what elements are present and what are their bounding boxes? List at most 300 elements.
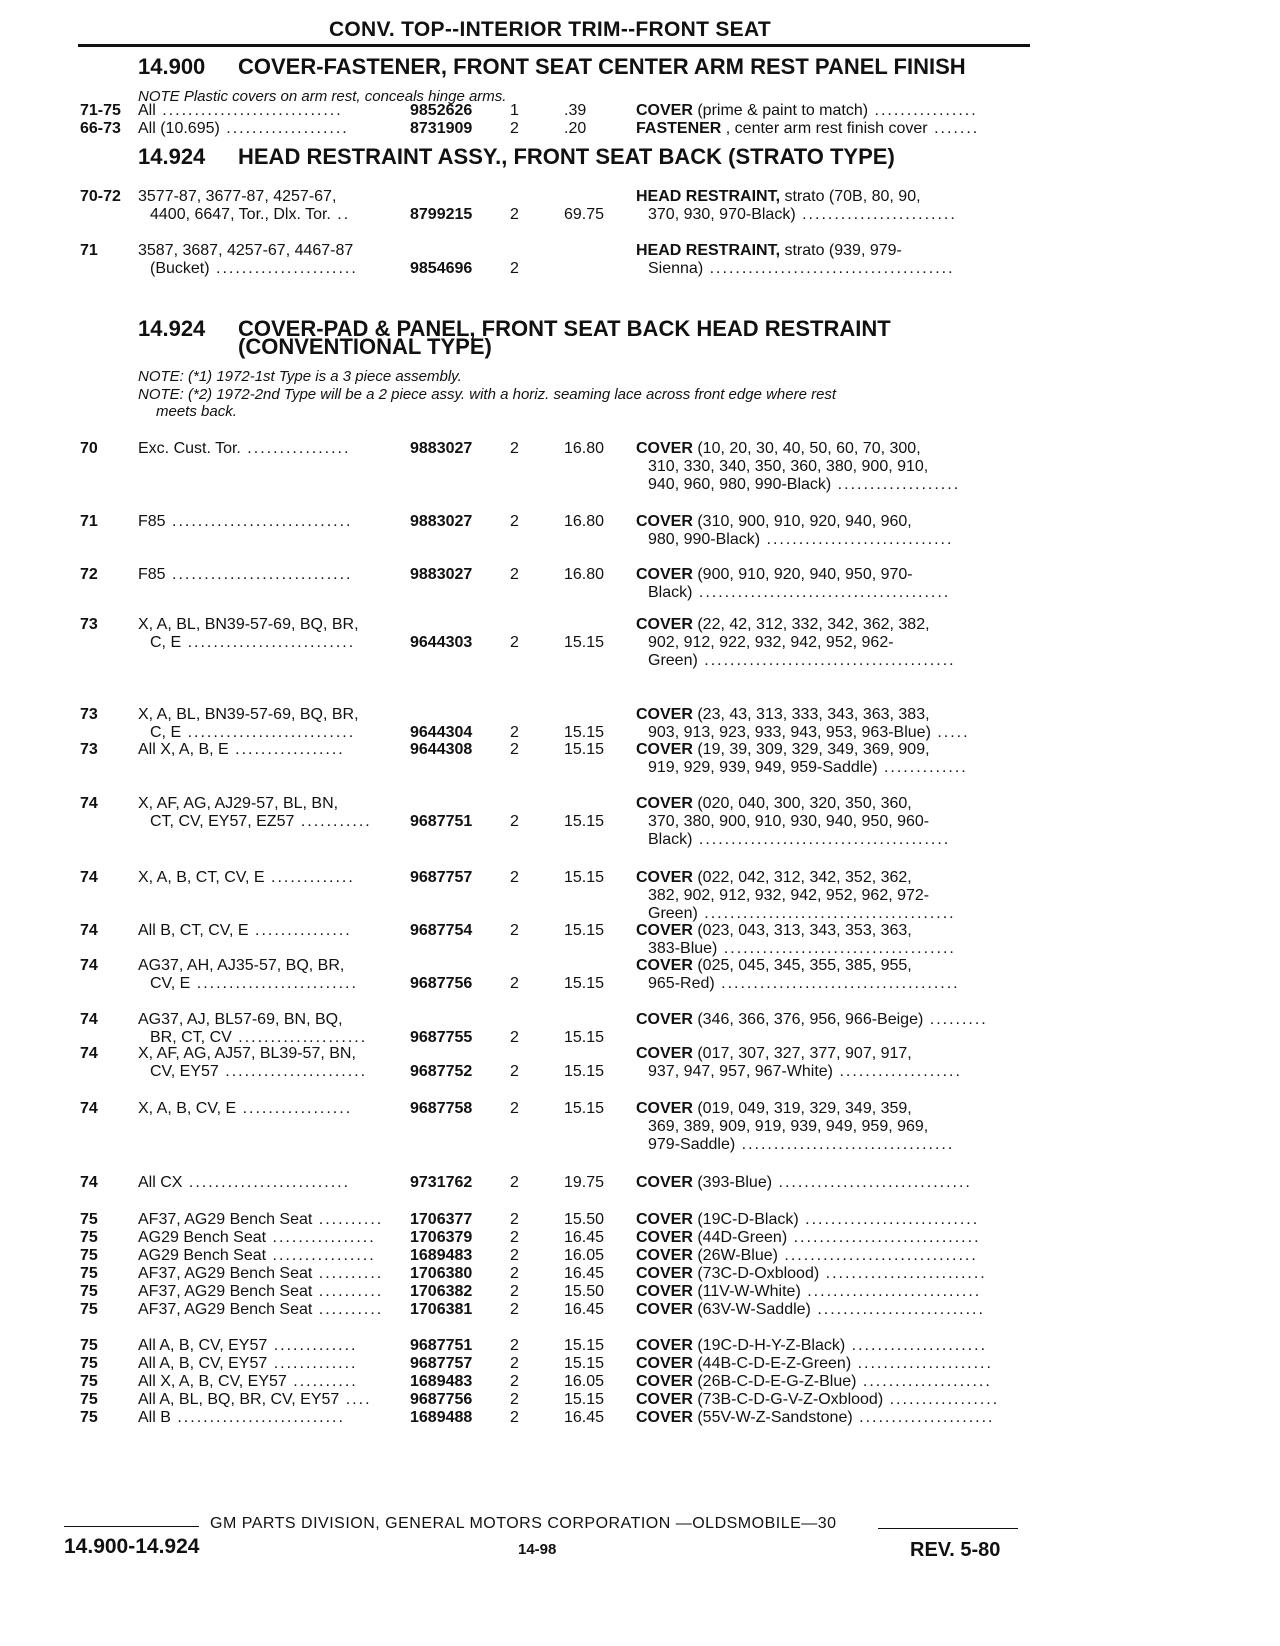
dot-leader: ....................................... [697, 905, 956, 922]
model-years: 72 [80, 566, 98, 583]
list-price: 16.80 [564, 440, 605, 457]
quantity: 2 [510, 1229, 519, 1246]
description [636, 1211, 979, 1229]
application [138, 795, 338, 813]
footer-publisher: GM PARTS DIVISION, GENERAL MOTORS CORPORATION —OLDSMOBILE—30 [210, 1515, 837, 1532]
part-row [0, 242, 1280, 278]
dot-leader: .......................... [181, 724, 356, 741]
description-keyword: COVER [636, 1247, 693, 1264]
application-text: AF37, AG29 Bench Seat [138, 1265, 313, 1282]
application-text: X, A, B, CT, CV, E [138, 869, 265, 886]
model-years: 74 [80, 869, 98, 886]
dot-leader: ............................. [760, 531, 954, 548]
quantity: 2 [510, 724, 519, 741]
section-note: meets back. [156, 403, 237, 420]
application-text: AF37, AG29 Bench Seat [138, 1301, 313, 1318]
description-keyword: COVER [636, 1011, 693, 1028]
footer-section-range: 14.900-14.924 [64, 1535, 200, 1558]
model-years: 71 [80, 513, 98, 530]
description-keyword: COVER [636, 1229, 693, 1246]
description-keyword: FASTENER [636, 120, 722, 137]
dot-leader: ......... [923, 1011, 988, 1028]
application [150, 724, 355, 742]
dot-leader: ................. [228, 741, 345, 758]
part-number: 9687757 [410, 1355, 473, 1372]
quantity: 2 [510, 513, 519, 530]
description-keyword: HEAD RESTRAINT, [636, 242, 781, 259]
description-text: Black) [648, 831, 693, 848]
application-text: All [138, 102, 156, 119]
dot-leader: ........................ [795, 206, 957, 223]
part-number: 9644303 [410, 634, 473, 651]
dot-leader: ................ [266, 1247, 376, 1264]
description-keyword: COVER [636, 1265, 693, 1282]
dot-leader: .............................. [772, 1174, 972, 1191]
description [636, 566, 913, 584]
dot-leader: ......................... [182, 1174, 351, 1191]
description-text: , center arm rest finish cover [721, 120, 928, 137]
description-text: (900, 910, 920, 940, 950, 970- [692, 566, 913, 583]
section-note: NOTE: (*2) 1972-2nd Type will be a 2 piece assy. with a horiz. seaming lace across front edge where rest [138, 386, 837, 403]
model-years: 74 [80, 1100, 98, 1117]
application-text: F85 [138, 566, 166, 583]
part-number: 1689483 [410, 1373, 473, 1390]
description [636, 1391, 999, 1409]
dot-leader: .. [330, 206, 351, 223]
model-years: 73 [80, 616, 98, 633]
application [138, 120, 349, 138]
list-price: 15.15 [564, 1063, 605, 1080]
part-number: 9644308 [410, 741, 473, 758]
model-years: 75 [80, 1247, 98, 1264]
dot-leader: .................................... [717, 940, 956, 957]
model-years: 70-72 [80, 188, 121, 205]
model-years: 71 [80, 242, 98, 259]
description [648, 975, 960, 993]
model-years: 75 [80, 1391, 98, 1408]
description-keyword: COVER [636, 1391, 693, 1408]
part-row [0, 1045, 1280, 1081]
section-title: HEAD RESTRAINT ASSY., FRONT SEAT BACK (STRATO TYPE) [238, 144, 895, 169]
description [636, 102, 978, 120]
model-years: 75 [80, 1211, 98, 1228]
application [138, 706, 359, 724]
dot-leader: ............. [877, 759, 968, 776]
description-keyword: COVER [636, 957, 693, 974]
description-keyword: COVER [636, 566, 693, 583]
description-keyword: COVER [636, 102, 693, 119]
description-text: 940, 960, 980, 990-Black) [648, 476, 832, 493]
quantity: 2 [510, 440, 519, 457]
description [636, 616, 930, 634]
part-row [0, 1373, 1280, 1391]
list-price: 15.15 [564, 724, 605, 741]
dot-leader: ............. [267, 1355, 358, 1372]
quantity: 2 [510, 1391, 519, 1408]
application-text: X, A, B, CV, E [138, 1100, 237, 1117]
dot-leader: ............................ [155, 102, 343, 119]
list-price: 16.45 [564, 1229, 605, 1246]
description [648, 724, 970, 742]
application [138, 1229, 376, 1247]
description [648, 1136, 954, 1154]
application-text: All A, B, CV, EY57 [138, 1355, 268, 1372]
application-text: X, AF, AG, AJ57, BL39-57, BN, [138, 1045, 356, 1062]
description [636, 1265, 987, 1283]
application-text: X, A, BL, BN39-57-69, BQ, BR, [138, 616, 359, 633]
list-price: 15.15 [564, 1391, 605, 1408]
dot-leader: ..................... [845, 1337, 988, 1354]
description-text: 370, 930, 970-Black) [648, 206, 796, 223]
section-title: COVER-FASTENER, FRONT SEAT CENTER ARM REST PANEL FINISH [238, 54, 966, 79]
section-note: NOTE: (*1) 1972-1st Type is a 3 piece assembly. [138, 368, 462, 385]
part-row [0, 102, 1280, 120]
application [138, 957, 344, 975]
part-number: 1706377 [410, 1211, 473, 1228]
description-text: (10, 20, 30, 40, 50, 60, 70, 300, [692, 440, 921, 457]
quantity: 2 [510, 1283, 519, 1300]
part-row [0, 741, 1280, 777]
application-text: C, E [150, 634, 182, 651]
description [636, 1045, 912, 1063]
part-row [0, 1283, 1280, 1301]
part-number: 1706382 [410, 1283, 473, 1300]
description-keyword: HEAD RESTRAINT, [636, 188, 781, 205]
description-keyword: COVER [636, 1373, 693, 1390]
part-row [0, 1174, 1280, 1192]
model-years: 75 [80, 1301, 98, 1318]
application-text: AG29 Bench Seat [138, 1247, 267, 1264]
description-text: (022, 042, 312, 342, 352, 362, [692, 869, 912, 886]
quantity: 2 [510, 634, 519, 651]
quantity: 2 [510, 1373, 519, 1390]
part-row [0, 795, 1280, 849]
part-number: 9687751 [410, 1337, 473, 1354]
part-number: 1706379 [410, 1229, 473, 1246]
description [636, 1337, 987, 1355]
application [138, 922, 352, 940]
dot-leader: ................ [240, 440, 351, 457]
quantity: 1 [510, 102, 519, 119]
description-text: (44D-Green) [692, 1229, 788, 1246]
description [636, 1247, 978, 1265]
application-text: All B [138, 1409, 171, 1426]
model-years: 74 [80, 1011, 98, 1028]
model-years: 75 [80, 1355, 98, 1372]
description-text: (44B-C-D-E-Z-Green) [692, 1355, 852, 1372]
quantity: 2 [510, 741, 519, 758]
description [636, 513, 912, 531]
description-text: Black) [648, 584, 693, 601]
description-text: 937, 947, 957, 967-White) [648, 1063, 834, 1080]
application-text: CV, E [150, 975, 191, 992]
dot-leader: .......................... [810, 1301, 985, 1318]
model-years: 73 [80, 741, 98, 758]
description-keyword: COVER [636, 869, 693, 886]
description-keyword: COVER [636, 1337, 693, 1354]
application [138, 440, 350, 458]
header-rule [78, 44, 1030, 47]
description [636, 120, 979, 138]
dot-leader: ...................... [209, 260, 358, 277]
description-text: strato (70B, 80, 90, [780, 188, 921, 205]
application-text: CT, CV, EY57, EZ57 [150, 813, 295, 830]
description [648, 458, 928, 476]
application-text: 3587, 3687, 4257-67, 4467-87 [138, 242, 354, 259]
part-number: 9883027 [410, 566, 473, 583]
model-years: 74 [80, 957, 98, 974]
description [648, 1118, 928, 1136]
part-number: 9644304 [410, 724, 473, 741]
description [636, 1283, 981, 1301]
dot-leader: ....................................... [697, 652, 956, 669]
description-text: Sienna) [648, 260, 704, 277]
dot-leader: .......... [312, 1265, 384, 1282]
model-years: 75 [80, 1265, 98, 1282]
application-text: C, E [150, 724, 182, 741]
description-text: (017, 307, 327, 377, 907, 917, [692, 1045, 912, 1062]
model-years: 74 [80, 922, 98, 939]
part-number: 9687758 [410, 1100, 473, 1117]
description-keyword: COVER [636, 795, 693, 812]
model-years: 74 [80, 1174, 98, 1191]
description [636, 869, 912, 887]
part-number: 1689483 [410, 1247, 473, 1264]
quantity: 2 [510, 922, 519, 939]
part-row [0, 1409, 1280, 1427]
application [138, 1355, 358, 1373]
application [138, 1211, 383, 1229]
list-price: 16.80 [564, 566, 605, 583]
model-years: 75 [80, 1337, 98, 1354]
description-text: 370, 380, 900, 910, 930, 940, 950, 960- [648, 813, 930, 830]
part-row [0, 616, 1280, 670]
description [636, 1011, 988, 1029]
footer-revision: REV. 5-80 [910, 1539, 1001, 1561]
application-text: X, A, BL, BN39-57-69, BQ, BR, [138, 706, 359, 723]
description [648, 1063, 962, 1081]
model-years: 66-73 [80, 120, 121, 137]
dot-leader: ............... [248, 922, 352, 939]
application-text: All A, B, CV, EY57 [138, 1337, 268, 1354]
description [648, 905, 956, 923]
description-text: (393-Blue) [692, 1174, 773, 1191]
description-text: 965-Red) [648, 975, 715, 992]
part-row [0, 1355, 1280, 1373]
dot-leader: ........................... [798, 1211, 980, 1228]
part-number: 9687756 [410, 1391, 473, 1408]
description-text: (11V-W-White) [692, 1283, 801, 1300]
description-keyword: COVER [636, 1283, 693, 1300]
description-text: (025, 045, 345, 355, 385, 955, [692, 957, 912, 974]
application [138, 616, 359, 634]
quantity: 2 [510, 1029, 519, 1046]
application [138, 1011, 343, 1029]
model-years: 74 [80, 1045, 98, 1062]
description-text: (310, 900, 910, 920, 940, 960, [692, 513, 912, 530]
description-text: 902, 912, 922, 932, 942, 952, 962- [648, 634, 894, 651]
dot-leader: ............................. [787, 1229, 981, 1246]
application [150, 260, 358, 278]
section-heading [138, 56, 966, 78]
quantity: 2 [510, 1337, 519, 1354]
application [138, 1247, 376, 1265]
application [138, 741, 345, 759]
list-price: 15.15 [564, 634, 605, 651]
dot-leader: ......................... [190, 975, 358, 992]
dot-leader: .......... [312, 1301, 384, 1318]
description [648, 940, 956, 958]
description-keyword: COVER [636, 1174, 693, 1191]
application-text: CV, EY57 [150, 1063, 219, 1080]
application [138, 1283, 383, 1301]
description-keyword: COVER [636, 922, 693, 939]
description-keyword: COVER [636, 706, 693, 723]
description-text: (346, 366, 376, 956, 966-Beige) [692, 1011, 924, 1028]
section-heading [138, 146, 895, 168]
description-text: (73B-C-D-G-V-Z-Oxblood) [692, 1391, 884, 1408]
application [150, 634, 355, 652]
dot-leader: ........... [294, 813, 372, 830]
description [648, 531, 953, 549]
application [150, 813, 372, 831]
quantity: 2 [510, 566, 519, 583]
application [138, 1337, 358, 1355]
quantity: 2 [510, 1063, 519, 1080]
dot-leader: ................... [833, 1063, 962, 1080]
description [636, 957, 912, 975]
dot-leader: .......... [286, 1373, 358, 1390]
description-text: Green) [648, 652, 698, 669]
description [648, 260, 955, 278]
quantity: 2 [510, 260, 519, 277]
part-row [0, 513, 1280, 549]
dot-leader: ...................................... [703, 260, 955, 277]
description-keyword: COVER [636, 513, 693, 530]
application-text: AG37, AH, AJ35-57, BQ, BR, [138, 957, 345, 974]
list-price: .39 [564, 102, 587, 119]
description-text: (73C-D-Oxblood) [692, 1265, 820, 1282]
description-text: 382, 902, 912, 932, 942, 952, 962, 972- [648, 887, 930, 904]
application-text: All A, BL, BQ, BR, CV, EY57 [138, 1391, 340, 1408]
application [138, 1409, 345, 1427]
description-text: 979-Saddle) [648, 1136, 736, 1153]
description-keyword: COVER [636, 741, 693, 758]
description-text: 383-Blue) [648, 940, 718, 957]
application-text: BR, CT, CV [150, 1029, 232, 1046]
part-number: 1689488 [410, 1409, 473, 1426]
description-keyword: COVER [636, 440, 693, 457]
description-text: strato (939, 979- [780, 242, 902, 259]
part-row [0, 1211, 1280, 1229]
part-row [0, 440, 1280, 494]
part-row [0, 706, 1280, 742]
description-text: (020, 040, 300, 320, 350, 360, [692, 795, 912, 812]
application [138, 1045, 356, 1063]
description [636, 795, 912, 813]
description [648, 652, 956, 670]
model-years: 75 [80, 1229, 98, 1246]
part-number: 9687757 [410, 869, 473, 886]
section-number: 14.924 [138, 316, 206, 341]
application [138, 1301, 383, 1319]
quantity: 2 [510, 1265, 519, 1282]
list-price: 15.15 [564, 1100, 605, 1117]
dot-leader: .... [339, 1391, 372, 1408]
description [636, 1373, 992, 1391]
application-text: F85 [138, 513, 166, 530]
application-text: All X, A, B, E [138, 741, 229, 758]
list-price: 15.15 [564, 1355, 605, 1372]
list-price: 15.15 [564, 1029, 605, 1046]
part-row [0, 1229, 1280, 1247]
model-years: 75 [80, 1373, 98, 1390]
description-text: (63V-W-Saddle) [692, 1301, 811, 1318]
description-keyword: COVER [636, 1045, 693, 1062]
part-number: 8799215 [410, 206, 473, 223]
part-row [0, 1011, 1280, 1047]
part-row [0, 188, 1280, 224]
model-years: 73 [80, 706, 98, 723]
dot-leader: .......... [312, 1283, 384, 1300]
footer-rule-left [64, 1526, 199, 1527]
part-row [0, 957, 1280, 993]
description-text: 980, 990-Black) [648, 531, 761, 548]
part-number: 8731909 [410, 120, 473, 137]
part-row [0, 869, 1280, 923]
part-row [0, 1301, 1280, 1319]
dot-leader: ................ [868, 102, 978, 119]
description-text: (19C-D-Black) [692, 1211, 799, 1228]
part-row [0, 922, 1280, 958]
quantity: 2 [510, 206, 519, 223]
part-number: 9687751 [410, 813, 473, 830]
description [636, 706, 930, 724]
application [150, 1063, 367, 1081]
description-keyword: COVER [636, 1100, 693, 1117]
quantity: 2 [510, 869, 519, 886]
dot-leader: ................. [236, 1100, 353, 1117]
part-number: 9687752 [410, 1063, 473, 1080]
dot-leader: .......................... [170, 1409, 345, 1426]
description [636, 1355, 993, 1373]
quantity: 2 [510, 813, 519, 830]
part-number: 9687756 [410, 975, 473, 992]
description-text: 919, 929, 939, 949, 959-Saddle) [648, 759, 878, 776]
dot-leader: ............................ [165, 513, 353, 530]
quantity: 2 [510, 1355, 519, 1372]
application [138, 513, 353, 531]
dot-leader: ....................................... [692, 831, 951, 848]
dot-leader: .................... [856, 1373, 992, 1390]
quantity: 2 [510, 1301, 519, 1318]
list-price: 16.80 [564, 513, 605, 530]
description-keyword: COVER [636, 1409, 693, 1426]
footer-rule-right [878, 1528, 1018, 1529]
description [636, 1301, 985, 1319]
list-price: 15.50 [564, 1211, 605, 1228]
application-text: All X, A, B, CV, EY57 [138, 1373, 287, 1390]
dot-leader: ....................................... [692, 584, 951, 601]
application-text: Exc. Cust. Tor. [138, 440, 241, 457]
dot-leader: .......................... [181, 634, 356, 651]
part-row [0, 1265, 1280, 1283]
quantity: 2 [510, 1247, 519, 1264]
application [150, 975, 358, 993]
list-price: 15.15 [564, 975, 605, 992]
application [150, 206, 350, 224]
quantity: 2 [510, 1100, 519, 1117]
